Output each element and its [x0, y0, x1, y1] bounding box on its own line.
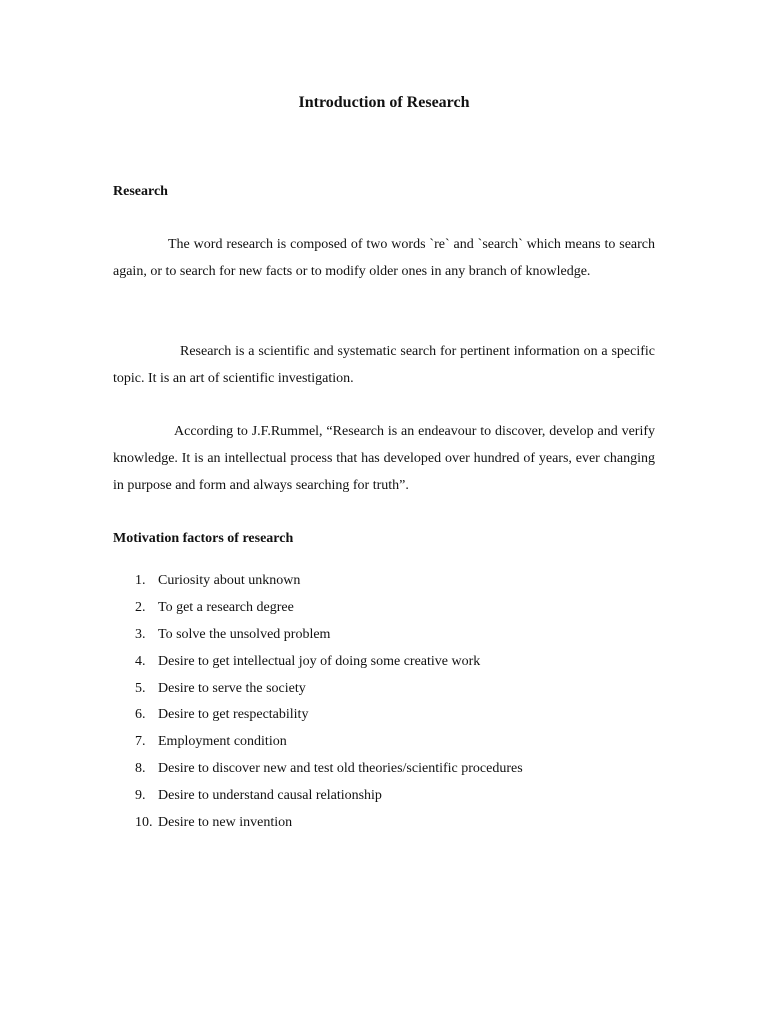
- list-item-number: 2.: [135, 599, 146, 615]
- list-item-number: 3.: [135, 626, 146, 642]
- list-item-number: 6.: [135, 707, 146, 723]
- list-item-number: 4.: [135, 653, 146, 669]
- list-item-text: Curiosity about unknown: [158, 573, 301, 588]
- list-item-text: Desire to new invention: [158, 815, 293, 831]
- list-item: [113, 570, 673, 597]
- paragraph-rummel-quote: According to J.F.Rummel, “Research is an endeavour to discover, develop and verify knowledge. It is an intellectual process that has developed over hundred of years, ever changing in purpose and form and always searching for truth”.: [113, 424, 655, 493]
- section-heading-research: Research: [113, 184, 168, 199]
- list-item: [113, 651, 673, 678]
- list-item-number: 5.: [135, 680, 146, 696]
- list-item-text: Desire to get intellectual joy of doing some creative work: [158, 653, 481, 669]
- list-item-number: 7.: [135, 734, 146, 750]
- list-item-text: Desire to discover new and test old theories/scientific procedures: [158, 761, 523, 777]
- list-item: [113, 812, 673, 839]
- list-item-number: 1.: [135, 573, 146, 588]
- list-item-number: 10.: [135, 815, 153, 831]
- list-item-number: 9.: [135, 788, 146, 804]
- list-item-text: Desire to serve the society: [158, 680, 306, 696]
- list-item-number: 8.: [135, 761, 146, 777]
- list-item: [113, 624, 673, 651]
- paragraph-scientific-search: Research is a scientific and systematic search for pertinent information on a specific topic. It is an art of scientific investigation.: [113, 344, 655, 386]
- list-item-text: Desire to get respectability: [158, 707, 309, 723]
- list-item-text: Employment condition: [158, 734, 287, 750]
- section-heading-motivation: Motivation factors of research: [113, 531, 294, 546]
- list-item: [113, 597, 673, 624]
- motivation-factors-list: [113, 570, 673, 839]
- list-item: [113, 785, 673, 812]
- document-title: Introduction of Research: [298, 94, 470, 111]
- list-item-text: To get a research degree: [158, 599, 294, 615]
- list-item-text: Desire to understand causal relationship: [158, 788, 382, 804]
- paragraph-definition: The word research is composed of two words `re` and `search` which means to search again, or to search for new facts or to modify older ones in any branch of knowledge.: [113, 237, 655, 279]
- list-item: [113, 678, 673, 705]
- list-item: [113, 731, 673, 758]
- list-item: [113, 758, 673, 785]
- list-item-text: To solve the unsolved problem: [158, 626, 331, 642]
- list-item: [113, 704, 673, 731]
